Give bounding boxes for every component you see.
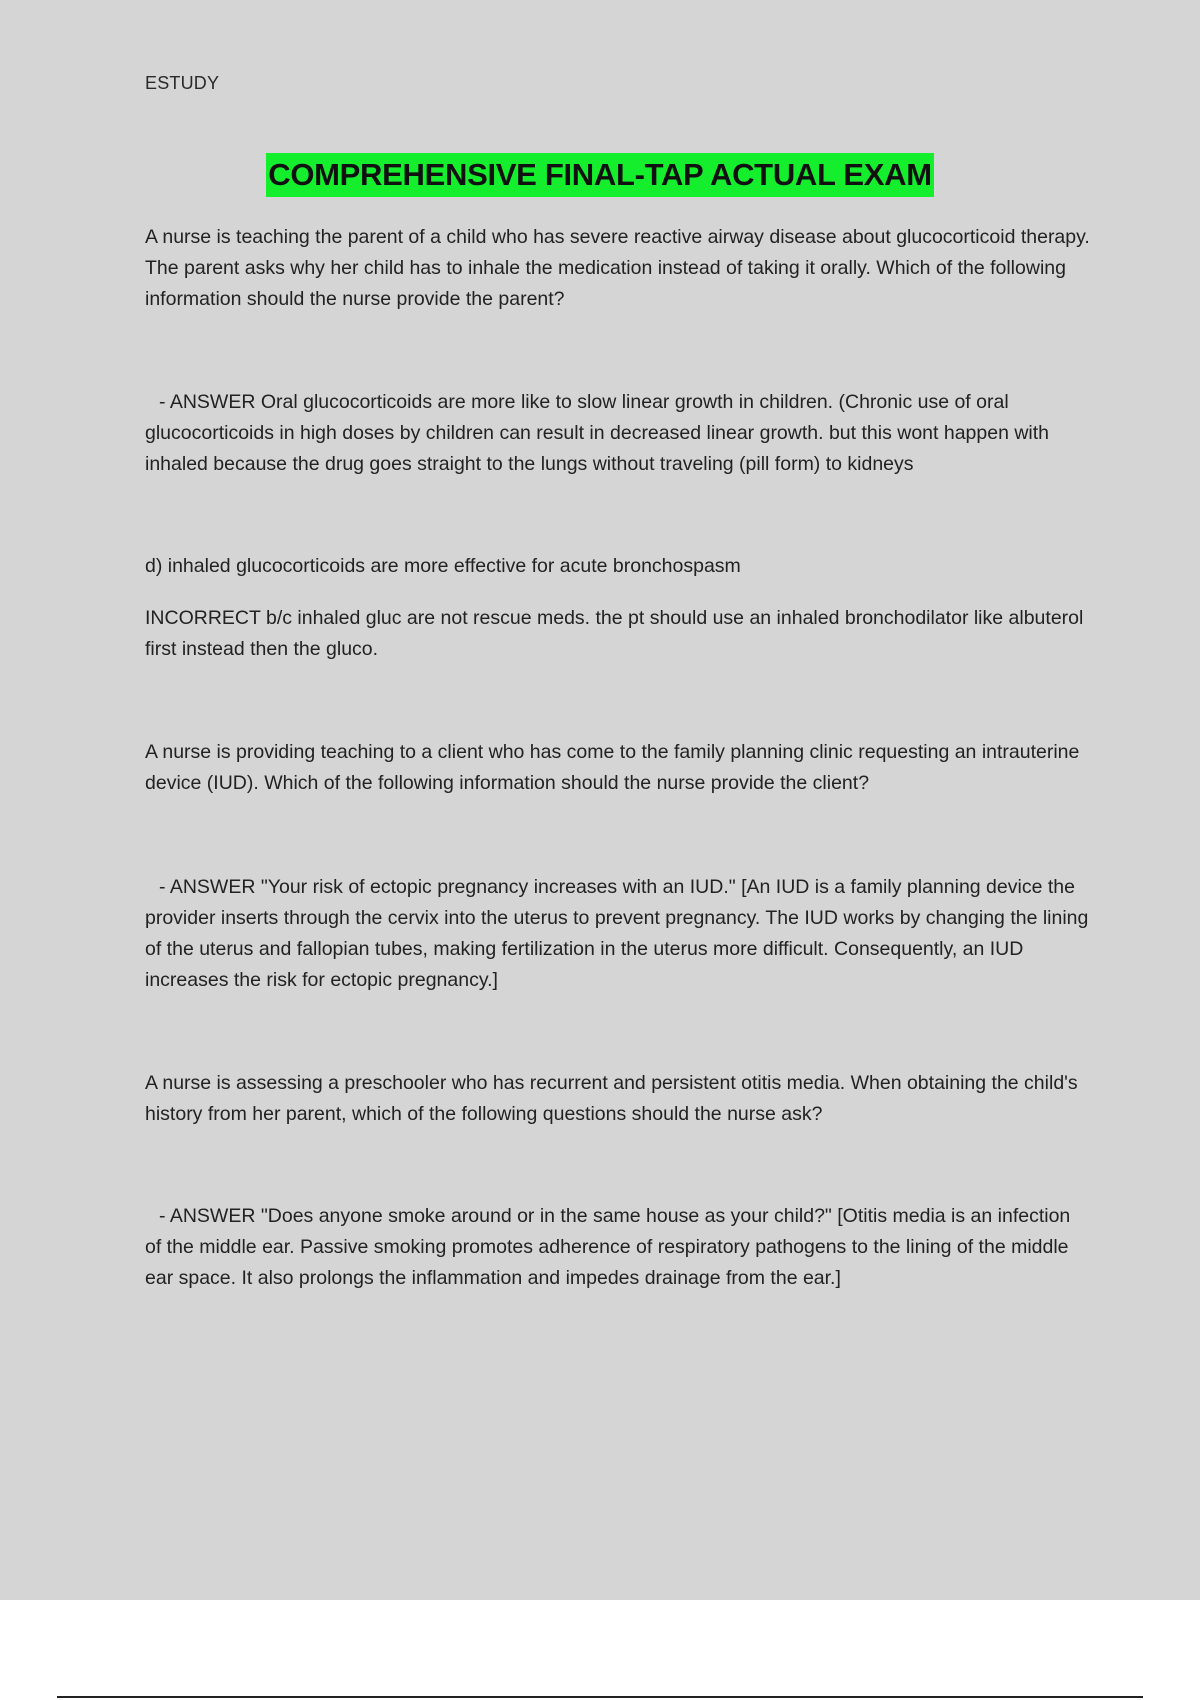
answer-1: - ANSWER Oral glucocorticoids are more like to slow linear growth in children. (Chronic use of oral glucocorticoids in high doses by children can result in decreased linear growth. but this wont happen with inhaled because the drug goes straight to the lungs without traveling (pill form) to kidneys xyxy=(145,391,1050,475)
footer-divider xyxy=(57,1696,1143,1698)
option-d: d) inhaled glucocorticoids are more effective for acute bronchospasm xyxy=(145,555,741,577)
question-3: A nurse is assessing a preschooler who has recurrent and persistent otitis media. When obtaining the child's history from her parent, which of the following questions should the nurse ask? xyxy=(145,1072,1078,1125)
option-d-explanation: INCORRECT b/c inhaled gluc are not rescue meds. the pt should use an inhaled bronchodilator like albuterol first instead then the gluco. xyxy=(145,607,1084,660)
document-title: COMPREHENSIVE FINAL-TAP ACTUAL EXAM xyxy=(266,153,934,197)
answer-3: - ANSWER "Does anyone smoke around or in the same house as your child?" [Otitis media is an infection of the middle ear. Passive smoking promotes adherence of respiratory pathogens to the lining of the middle ear space. It also prolongs the inflammation and impedes drainage from the ear.] xyxy=(145,1205,1071,1289)
question-2: A nurse is providing teaching to a client who has come to the family planning clinic requesting an intrauterine device (IUD). Which of the following information should the nurse provide the client? xyxy=(145,741,1080,794)
answer-2: - ANSWER "Your risk of ectopic pregnancy increases with an IUD." [An IUD is a family planning device the provider inserts through the cervix into the uterus to prevent pregnancy. The IUD works by changing the lining of the uterus and fallopian tubes, making fertilization in the uterus more difficult. Consequently, an IUD increases the risk for ectopic pregnancy.] xyxy=(145,876,1089,991)
title-container xyxy=(0,153,1200,197)
document-header: ESTUDY xyxy=(145,73,220,93)
question-1: A nurse is teaching the parent of a child who has severe reactive airway disease about glucocorticoid therapy. The parent asks why her child has to inhale the medication instead of taking it orally. Which of the following information should the nurse provide the parent? xyxy=(145,226,1090,310)
